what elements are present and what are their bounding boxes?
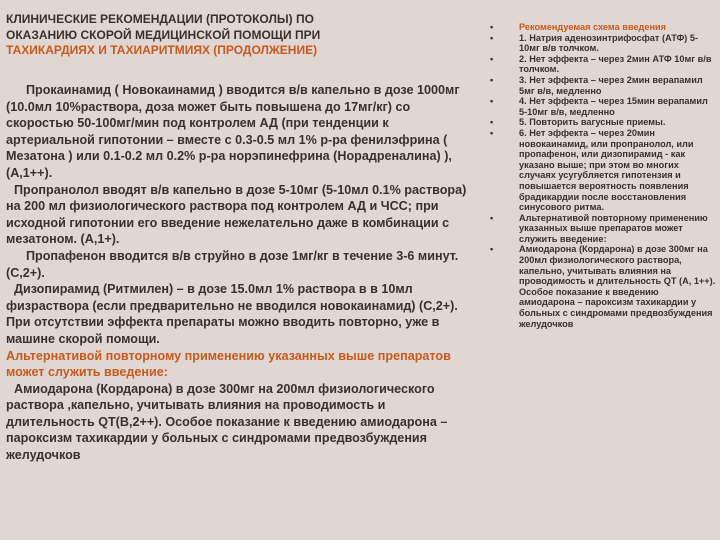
paragraph-amiodarone: Амиодарона (Кордарона) в дозе 300мг на 200мл физиологического раствора ,капельно, учитывать влияния на проводимость и длительность QT(В,2++). Особое показание к введению амиодарона – пароксизм тахикардии у больных с синдромами предвозбуждения желудочков xyxy=(6,381,448,463)
side-item-text: 6. Нет эффекта – через 20мин новокаинамид, или пропранолол, или пропафенон, или дизопирамид - как указано выше; при этом во многих случаях усугубляется гипотензия и повышается вероятность появления брадикардии после восстановления синусового ритма. xyxy=(519,127,694,213)
bullet-icon: • xyxy=(490,74,494,85)
paragraph-disopyramide: Дизопирамид (Ритмилен) – в дозе 15.0мл 1% раствора в в 10мл физраствора (если предварительно не вводился новокаинамид) (С,2+). xyxy=(6,282,458,313)
side-item-text: Рекомендуемая схема введения xyxy=(519,22,667,32)
paragraph-repeat: При отсутствии эффекта препараты можно вводить повторно, уже в машине скорой помощи. xyxy=(6,315,440,346)
paragraph-alternative: Альтернативой повторному применению указанных выше препаратов может служить введение: xyxy=(6,348,451,380)
paragraph-propranolol: Пропранолол вводят в/в капельно в дозе 5-10мг (5-10мл 0.1% раствора) на 200 мл физиологического раствора под контролем АД и ЧСС; при исходной гипотонии его введение нежелательно даже в комбинации с мезатоном. (А,1+). xyxy=(6,182,467,247)
side-item-text: 3. Нет эффекта – через 2мин верапамил 5мг в/в, медленно xyxy=(519,74,703,96)
side-list-item xyxy=(488,96,716,117)
side-item-text: Амиодарона (Кордарона) в дозе 300мг на 200мл физиологического раствора, капельно, учитывать влияния на проводимость и длительность QT (А, 1++). Особое показание к введению амиодарона – пароксизм тахикардии у больных с синдромами предвозбуждения желудочков xyxy=(519,244,716,329)
bullet-icon: • xyxy=(490,244,494,255)
side-list-item xyxy=(488,128,716,213)
title-line-1: КЛИНИЧЕСКИЕ РЕКОМЕНДАЦИИ (ПРОТОКОЛЫ) ПО xyxy=(6,12,314,26)
side-list-item xyxy=(488,117,716,128)
paragraph-procainamide: Прокаинамид ( Новокаинамид ) вводится в/в капельно в дозе 1000мг (10.0мл 10%раствора, доза может быть повышена до 17мг/кг) со скоростью 50-100мг/мин под контролем АД (при тенденции к артериальной гипотонии – вместе с 0.3-0.5 мл 1% р-ра фенилэфрина ( Мезатона ) или 0.1-0.2 мл 0.2% р-ра норэпинефрина (Норадреналина) ), (А,1++). xyxy=(6,83,460,180)
bullet-icon: • xyxy=(490,96,494,107)
title-line-3: ТАХИКАРДИЯХ И ТАХИАРИТМИЯХ (ПРОДОЛЖЕНИЕ) xyxy=(6,43,318,57)
side-item-text: 5. Повторить вагусные приемы. xyxy=(519,117,666,128)
side-scheme-list xyxy=(488,22,716,329)
side-list-item xyxy=(488,33,716,54)
bullet-icon: • xyxy=(490,53,494,64)
side-item-text: Альтернативой повторному применению указанных выше препаратов может служить введение: xyxy=(519,212,708,244)
bullet-icon: • xyxy=(490,212,494,223)
side-item-text: 2. Нет эффекта – через 2мин АТФ 10мг в/в толчком. xyxy=(519,53,712,75)
bullet-icon: • xyxy=(490,32,494,43)
side-list-item xyxy=(488,213,716,245)
main-text xyxy=(6,82,476,464)
side-list-item xyxy=(488,75,716,96)
bullet-icon: • xyxy=(490,127,494,138)
bullet-icon: • xyxy=(490,22,494,32)
side-item-text: 1. Натрия аденозинтрифосфат (АТФ) 5-10мг в/в толчком. xyxy=(519,32,699,54)
side-item-text: 4. Нет эффекта – через 15мин верапамил 5-10мг в/в, медленно xyxy=(519,96,708,117)
side-list-item xyxy=(488,54,716,75)
side-list-item xyxy=(488,244,716,329)
title-line-2: ОКАЗАНИЮ СКОРОЙ МЕДИЦИНСКОЙ ПОМОЩИ ПРИ xyxy=(6,27,321,42)
paragraph-propafenone: Пропафенон вводится в/в струйно в дозе 1мг/кг в течение 3-6 минут. (С,2+). xyxy=(6,248,459,280)
slide-title xyxy=(6,12,376,59)
side-list-item xyxy=(488,22,716,33)
bullet-icon: • xyxy=(490,117,494,128)
